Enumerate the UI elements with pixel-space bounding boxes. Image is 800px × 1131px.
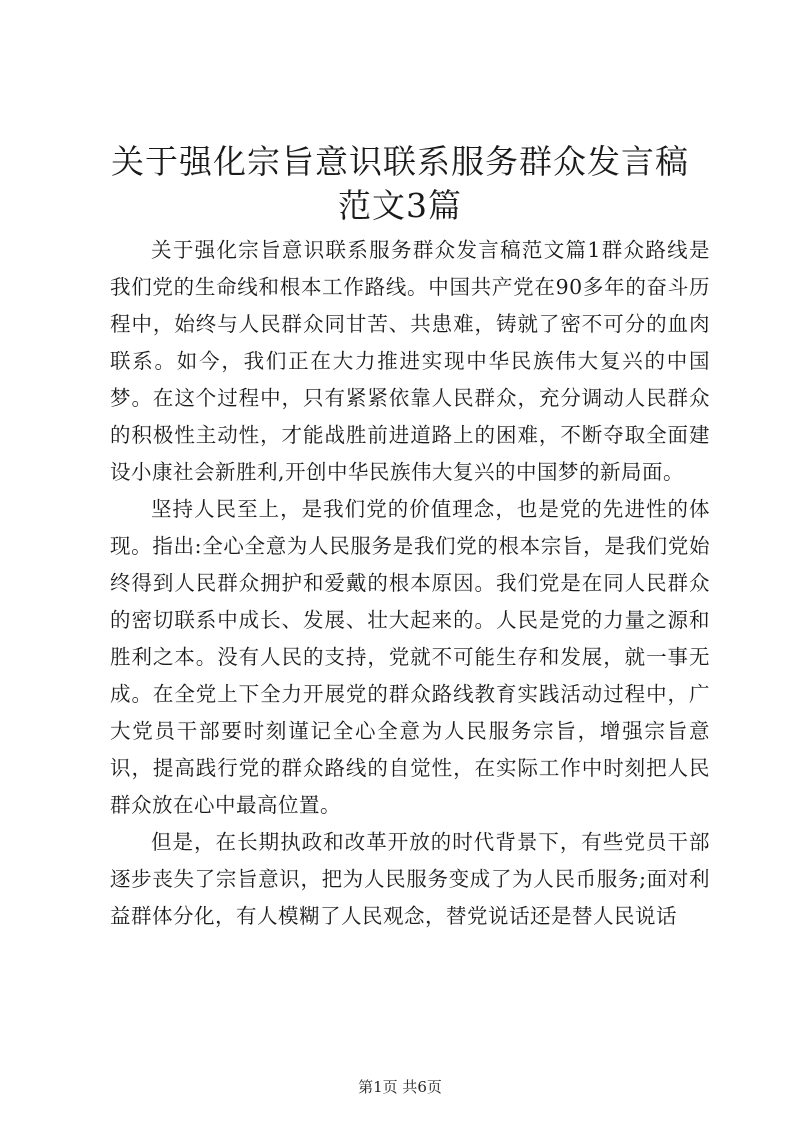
document-title: 关于强化宗旨意识联系服务群众发言稿范文3篇: [111, 142, 689, 225]
paragraph-1: 关于强化宗旨意识联系服务群众发言稿范文篇1群众路线是我们党的生命线和根本工作路线。中国共产党在90多年的奋斗历程中，始终与人民群众同甘苦、共患难，铸就了密不可分的血肉联系。如今，我们正在大力推进实现中华民族伟大复兴的中国梦。在这个过程中，只有紧紧依靠人民群众，充分调动人民群众的积极性主动性，才能战胜前进道路上的困难，不断夺取全面建设小康社会新胜利,开创中华民族伟大复兴的中国梦的新局面。: [110, 238, 710, 484]
paragraph-2: 坚持人民至上，是我们党的价值理念，也是党的先进性的体现。指出:全心全意为人民服务是我们党的根本宗旨，是我们党始终得到人民群众拥护和爱戴的根本原因。我们党是在同人民群众的密切联系中成长、发展、壮大起来的。人民是党的力量之源和胜利之本。没有人民的支持，党就不可能生存和发展，就一事无成。在全党上下全力开展党的群众路线教育实践活动过程中，广大党员干部要时刻谨记全心全意为人民服务宗旨，增强宗旨意识，提高践行党的群众路线的自觉性，在实际工作中时刻把人民群众放在心中最高位置。: [110, 497, 710, 817]
page-footer: 第1页 共6页: [358, 1078, 442, 1096]
paragraph-3: 但是，在长期执政和改革开放的时代背景下，有些党员干部逐步丧失了宗旨意识，把为人民服务变成了为人民币服务;面对利益群体分化，有人模糊了人民观念，替党说话还是替人民说话: [110, 830, 710, 928]
document-body: [110, 232, 710, 935]
